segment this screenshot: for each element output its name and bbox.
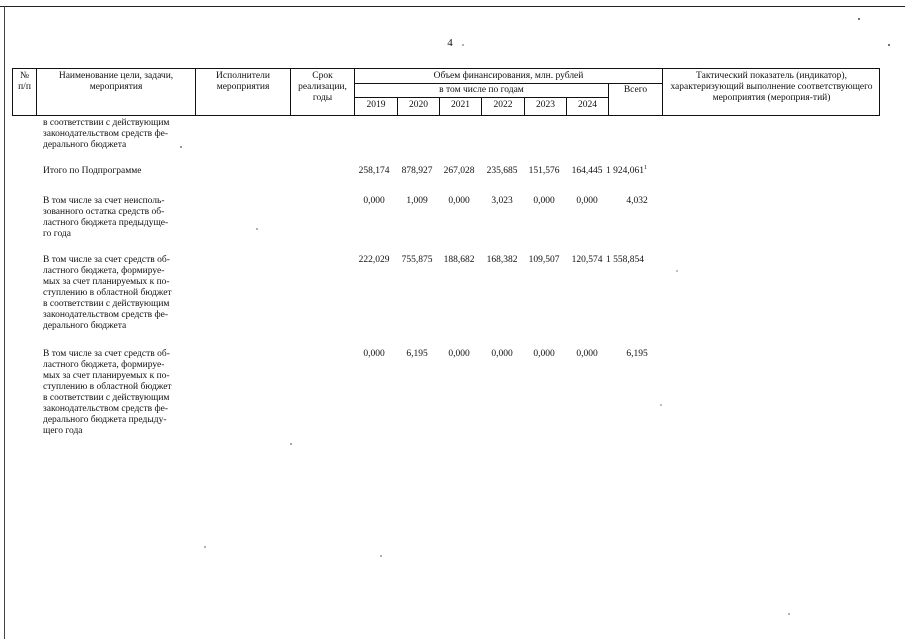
- row-4-value-2019: 0,000: [363, 349, 385, 359]
- row-3-description: [43, 255, 185, 332]
- description-line: ступлению в областной бюджет: [43, 382, 172, 392]
- scan-speck: [290, 443, 292, 445]
- header-no-sub: п/п: [18, 82, 31, 92]
- description-line: Итого по Подпрограмме: [43, 166, 142, 176]
- row-4-value-2024: 0,000: [576, 349, 598, 359]
- description-line: в соответствии с действующим: [43, 299, 170, 309]
- header-divider: [195, 69, 196, 115]
- table-header: [12, 68, 880, 116]
- row-4-value-2021: 0,000: [448, 349, 470, 359]
- row-4-description: [43, 349, 185, 437]
- scan-speck: [888, 44, 890, 46]
- header-year-2020: 2020: [409, 100, 428, 110]
- header-financing: Объем финансирования, млн. рублей: [433, 71, 584, 81]
- description-line: ластного бюджета, формируе-: [43, 266, 165, 276]
- scan-speck: [462, 44, 464, 46]
- description-line: законодательством средств фе-: [43, 129, 169, 139]
- row-1-description: [43, 166, 185, 177]
- row-0-description: [43, 118, 185, 151]
- row-2-description: [43, 196, 185, 240]
- scan-speck: [660, 404, 662, 406]
- row-1-value-2019: 258,174: [358, 166, 390, 176]
- row-4-value-2020: 6,195: [406, 349, 428, 359]
- description-line: щего года: [43, 426, 83, 436]
- description-line: дерального бюджета: [43, 140, 127, 150]
- scan-speck: [858, 18, 860, 20]
- row-2-value-2019: 0,000: [363, 196, 385, 206]
- row-1-value-2021: 267,028: [443, 166, 475, 176]
- row-4-total: 6,195: [626, 349, 648, 359]
- row-3-value-2023: 109,507: [528, 255, 560, 265]
- header-year-2023: 2023: [536, 100, 555, 110]
- description-line: законодательством средств фе-: [43, 310, 169, 320]
- row-2-total: 4,032: [626, 196, 648, 206]
- header-term: Срок реализации, годы: [298, 71, 347, 103]
- description-line: ластного бюджета предыдуще-: [43, 218, 169, 228]
- row-1-total: [606, 166, 666, 177]
- left-border-line: [4, 6, 5, 639]
- description-line: зованного остатка средств об-: [43, 207, 165, 217]
- header-total: Всего: [623, 85, 648, 95]
- row-3-value-2021: 188,682: [443, 255, 475, 265]
- header-indicator: Тактический показатель (индикатор), характеризующий выполнение соответствующего мероприятия (мероприя-тий): [670, 71, 873, 103]
- description-line: В том числе за счет неисполь-: [43, 196, 165, 206]
- financing-divider: [354, 83, 662, 84]
- header-year-2024: 2024: [578, 100, 597, 110]
- header-by-years: в том числе по годам: [439, 85, 524, 95]
- scan-speck: [204, 546, 206, 548]
- description-line: В том числе за счет средств об-: [43, 255, 170, 265]
- description-line: дерального бюджета: [43, 321, 127, 331]
- row-3-total: 1 558,854: [606, 255, 644, 265]
- total-value: 1 924,061: [606, 166, 644, 176]
- description-line: го года: [43, 229, 71, 239]
- header-name: Наименование цели, задачи, мероприятия: [58, 71, 174, 92]
- row-1-value-2020: 878,927: [401, 166, 433, 176]
- row-1-value-2023: 151,576: [528, 166, 560, 176]
- row-2-value-2022: 3,023: [491, 196, 513, 206]
- row-2-value-2020: 1,009: [406, 196, 428, 206]
- scan-speck: [380, 555, 382, 557]
- row-3-value-2022: 168,382: [486, 255, 518, 265]
- row-4-value-2023: 0,000: [533, 349, 555, 359]
- description-line: ступлению в областной бюджет: [43, 288, 172, 298]
- years-divider: [354, 97, 608, 98]
- row-1-value-2024: 164,445: [571, 166, 603, 176]
- row-3-value-2020: 755,875: [401, 255, 433, 265]
- scan-speck: [256, 228, 258, 230]
- page-number: 4: [447, 37, 453, 49]
- row-3-value-2019: 222,029: [358, 255, 390, 265]
- description-line: мых за счет планируемых к по-: [43, 277, 170, 287]
- row-2-value-2021: 0,000: [448, 196, 470, 206]
- scan-speck: [676, 270, 678, 272]
- header-divider: [662, 69, 663, 115]
- description-line: в соответствии с действующим: [43, 393, 170, 403]
- scan-speck: [788, 613, 790, 615]
- header-executors: Исполнители мероприятия: [216, 71, 270, 92]
- header-year-2021: 2021: [451, 100, 470, 110]
- row-3-value-2024: 120,574: [571, 255, 603, 265]
- header-year-2019: 2019: [366, 100, 386, 110]
- description-line: мых за счет планируемых к по-: [43, 371, 170, 381]
- description-line: ластного бюджета, формируе-: [43, 360, 165, 370]
- row-4-value-2022: 0,000: [491, 349, 513, 359]
- row-2-value-2023: 0,000: [533, 196, 555, 206]
- scan-speck: [180, 146, 182, 148]
- description-line: законодательством средств фе-: [43, 404, 169, 414]
- header-divider: [290, 69, 291, 115]
- row-2-value-2024: 0,000: [576, 196, 598, 206]
- top-border-line: [0, 6, 905, 7]
- description-line: дерального бюджета предыду-: [43, 415, 167, 425]
- header-no: №: [19, 71, 30, 81]
- row-1-value-2022: 235,685: [486, 166, 518, 176]
- footnote-mark: 1: [644, 164, 647, 171]
- description-line: В том числе за счет средств об-: [43, 349, 170, 359]
- header-divider: [36, 69, 37, 115]
- header-year-2022: 2022: [493, 100, 513, 110]
- description-line: в соответствии с действующим: [43, 118, 170, 128]
